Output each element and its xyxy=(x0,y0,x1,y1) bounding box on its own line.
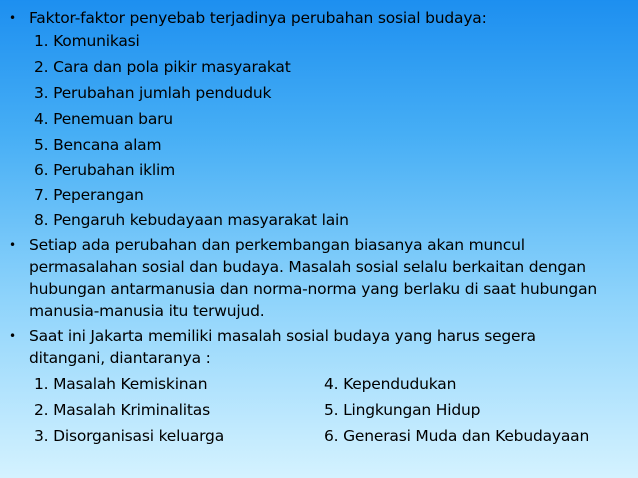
jakarta-problem-2: 2. Masalah Kriminalitas xyxy=(34,401,210,419)
bullet-2-marker: • xyxy=(9,238,16,252)
factor-item-6: 6. Perubahan iklim xyxy=(34,161,176,179)
jakarta-problem-1: 1. Masalah Kemiskinan xyxy=(34,375,208,393)
bullet-1-heading: Faktor-faktor penyebab terjadinya perubahan sosial budaya: xyxy=(29,9,487,27)
factor-item-1: 1. Komunikasi xyxy=(34,32,140,50)
bullet-2-text-line-4: manusia-manusia itu terwujud. xyxy=(29,302,265,320)
bullet-2-text-line-1: Setiap ada perubahan dan perkembangan biasanya akan muncul xyxy=(29,236,525,254)
factor-item-2: 2. Cara dan pola pikir masyarakat xyxy=(34,58,291,76)
jakarta-problem-3: 3. Disorganisasi keluarga xyxy=(34,427,224,445)
bullet-2-text-line-3: hubungan antarmanusia dan norma-norma yang berlaku di saat hubungan xyxy=(29,280,597,298)
factor-item-5: 5. Bencana alam xyxy=(34,136,162,154)
jakarta-problem-6: 6. Generasi Muda dan Kebudayaan xyxy=(324,427,590,445)
bullet-3-marker: • xyxy=(9,329,16,343)
bullet-3-text-line-1: Saat ini Jakarta memiliki masalah sosial budaya yang harus segera xyxy=(29,327,536,345)
factor-item-4: 4. Penemuan baru xyxy=(34,110,173,128)
jakarta-problem-5: 5. Lingkungan Hidup xyxy=(324,401,481,419)
factor-item-3: 3. Perubahan jumlah penduduk xyxy=(34,84,272,102)
factor-item-8: 8. Pengaruh kebudayaan masyarakat lain xyxy=(34,211,349,229)
factor-item-7: 7. Peperangan xyxy=(34,186,144,204)
jakarta-problem-4: 4. Kependudukan xyxy=(324,375,457,393)
bullet-3-text-line-2: ditangani, diantaranya : xyxy=(29,349,211,367)
bullet-2-text-line-2: permasalahan sosial dan budaya. Masalah sosial selalu berkaitan dengan xyxy=(29,258,586,276)
bullet-1-marker: • xyxy=(9,11,16,25)
